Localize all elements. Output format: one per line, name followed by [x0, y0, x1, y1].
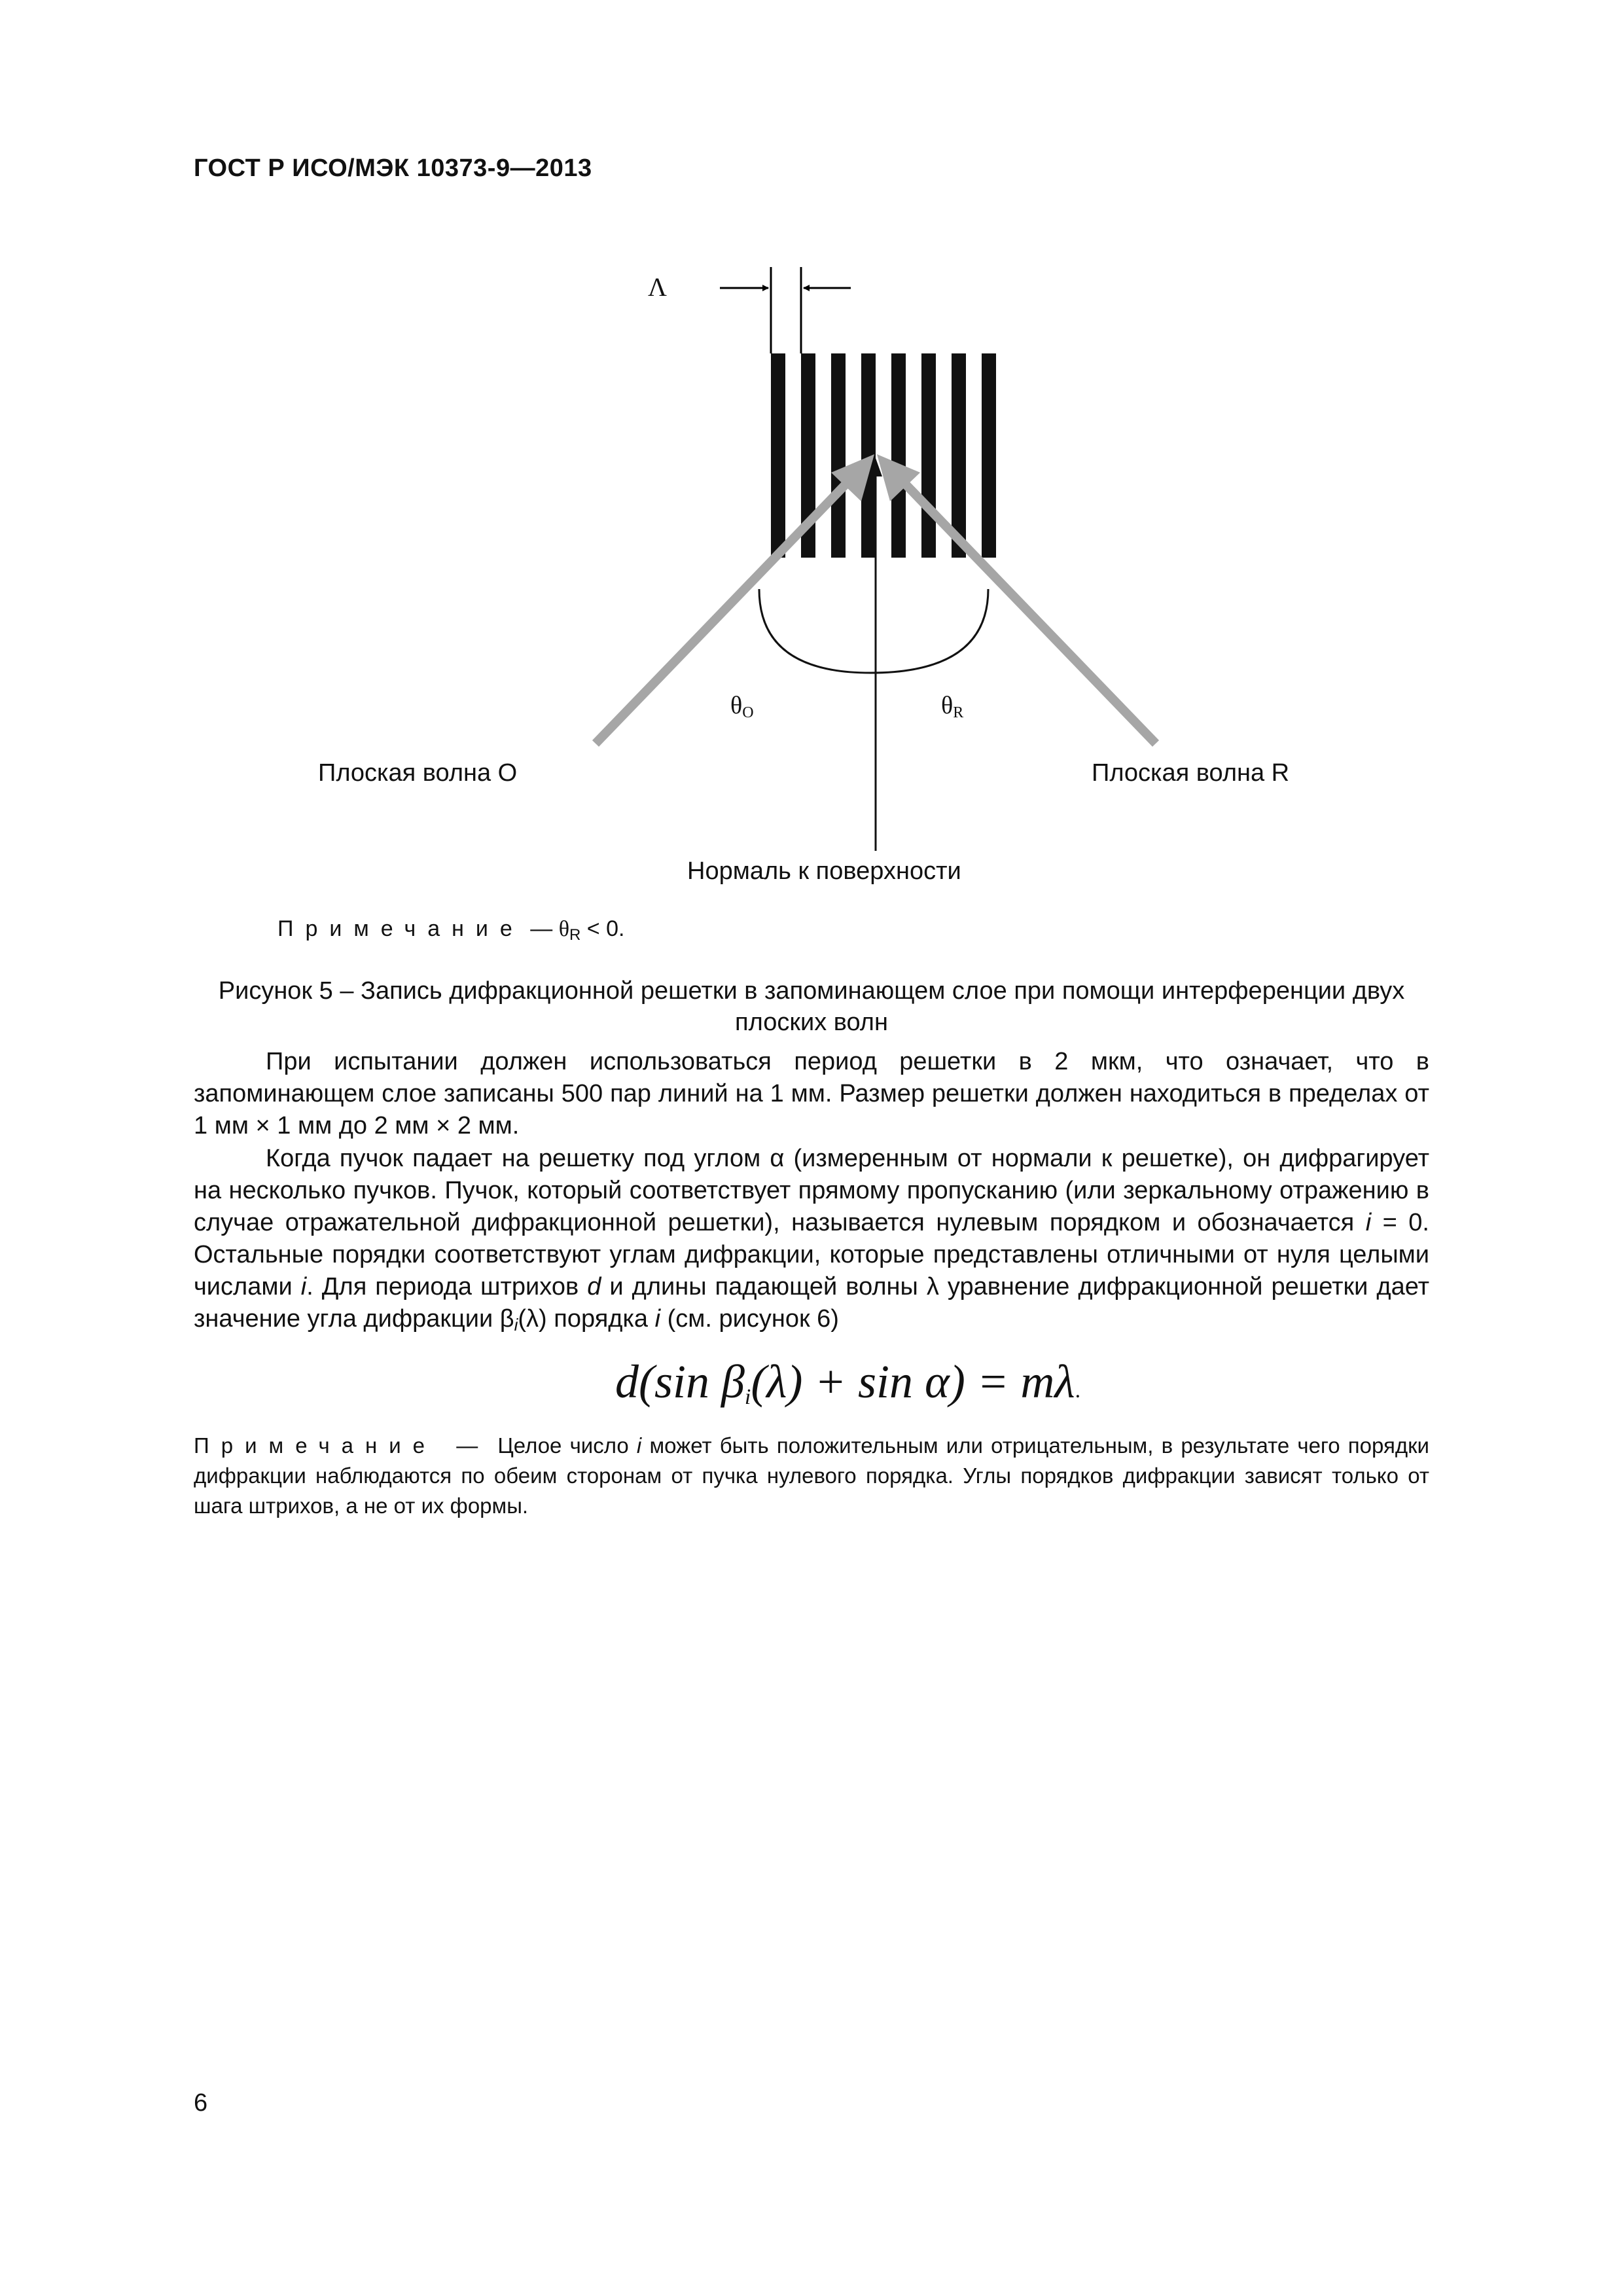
theta-o-label: $\theta_O$	[730, 692, 754, 721]
grating-stripe	[891, 353, 906, 558]
page-number: 6	[194, 2089, 208, 2117]
figure-caption: Рисунок 5 – Запись дифракционной решетки в запоминающем слое при помощи интерференции двух плоских волн	[218, 977, 1405, 1036]
beam-r	[877, 454, 1156, 744]
paragraph-2: Когда пучок падает на решетку под углом α (измеренным от нормали к решетке), он дифрагирует на несколько пучков. Пучок, который соответствует прямому пропусканию (или зеркальному отражению в случае отражательной дифракционной решетки), называется нулевым порядком и обозначается i = 0. Остальные порядки соответствуют углам дифракции, которые представлены отличными от нуля целыми числами i. Для периода штрихов d и длины падающей волны λ уравнение дифракционной решетки дает значение угла дифракции βi(λ) порядка i (см. рисунок 6)	[194, 1145, 1429, 1335]
normal-label: Нормаль к поверхности	[687, 857, 961, 885]
paragraph-1: При испытании должен использоваться период решетки в 2 мкм, что означает, что в запоминающем слое записаны 500 пар линий на 1 мм. Размер решетки должен находиться в пределах от 1 мм × 1 мм до 2 мм × 2 мм.	[194, 1048, 1429, 1139]
grating-stripe	[771, 353, 785, 558]
equation-note: Примечание — Целое число i может быть положительным или отрицательным, в результате чего порядки дифракции наблюдаются по обеим сторонам от пучка нулевого порядка. Углы порядков дифракции зависят только от шага штрихов, а не от их формы.	[194, 1433, 1429, 1518]
wave-r-label: Плоская волна R	[1092, 759, 1290, 787]
period-dimension	[720, 267, 851, 353]
document-header: ГОСТ Р ИСО/МЭК 10373-9—2013	[194, 154, 592, 182]
wave-o-label: Плоская волна О	[318, 759, 518, 787]
grating-stripe	[831, 353, 846, 558]
grating-stripe	[982, 353, 996, 558]
theta-r-label: $\theta_R$	[941, 692, 964, 721]
figure-note: Примечание — $\theta_R < 0$.	[277, 916, 625, 944]
grating-equation: d(sin βi(λ) + sin α) = mλ.	[615, 1355, 1081, 1409]
grating-stripe	[921, 353, 936, 558]
period-label: Λ	[648, 272, 668, 302]
diffraction-figure	[0, 249, 1623, 903]
grating-stripe	[952, 353, 966, 558]
angle-arc	[759, 589, 988, 673]
